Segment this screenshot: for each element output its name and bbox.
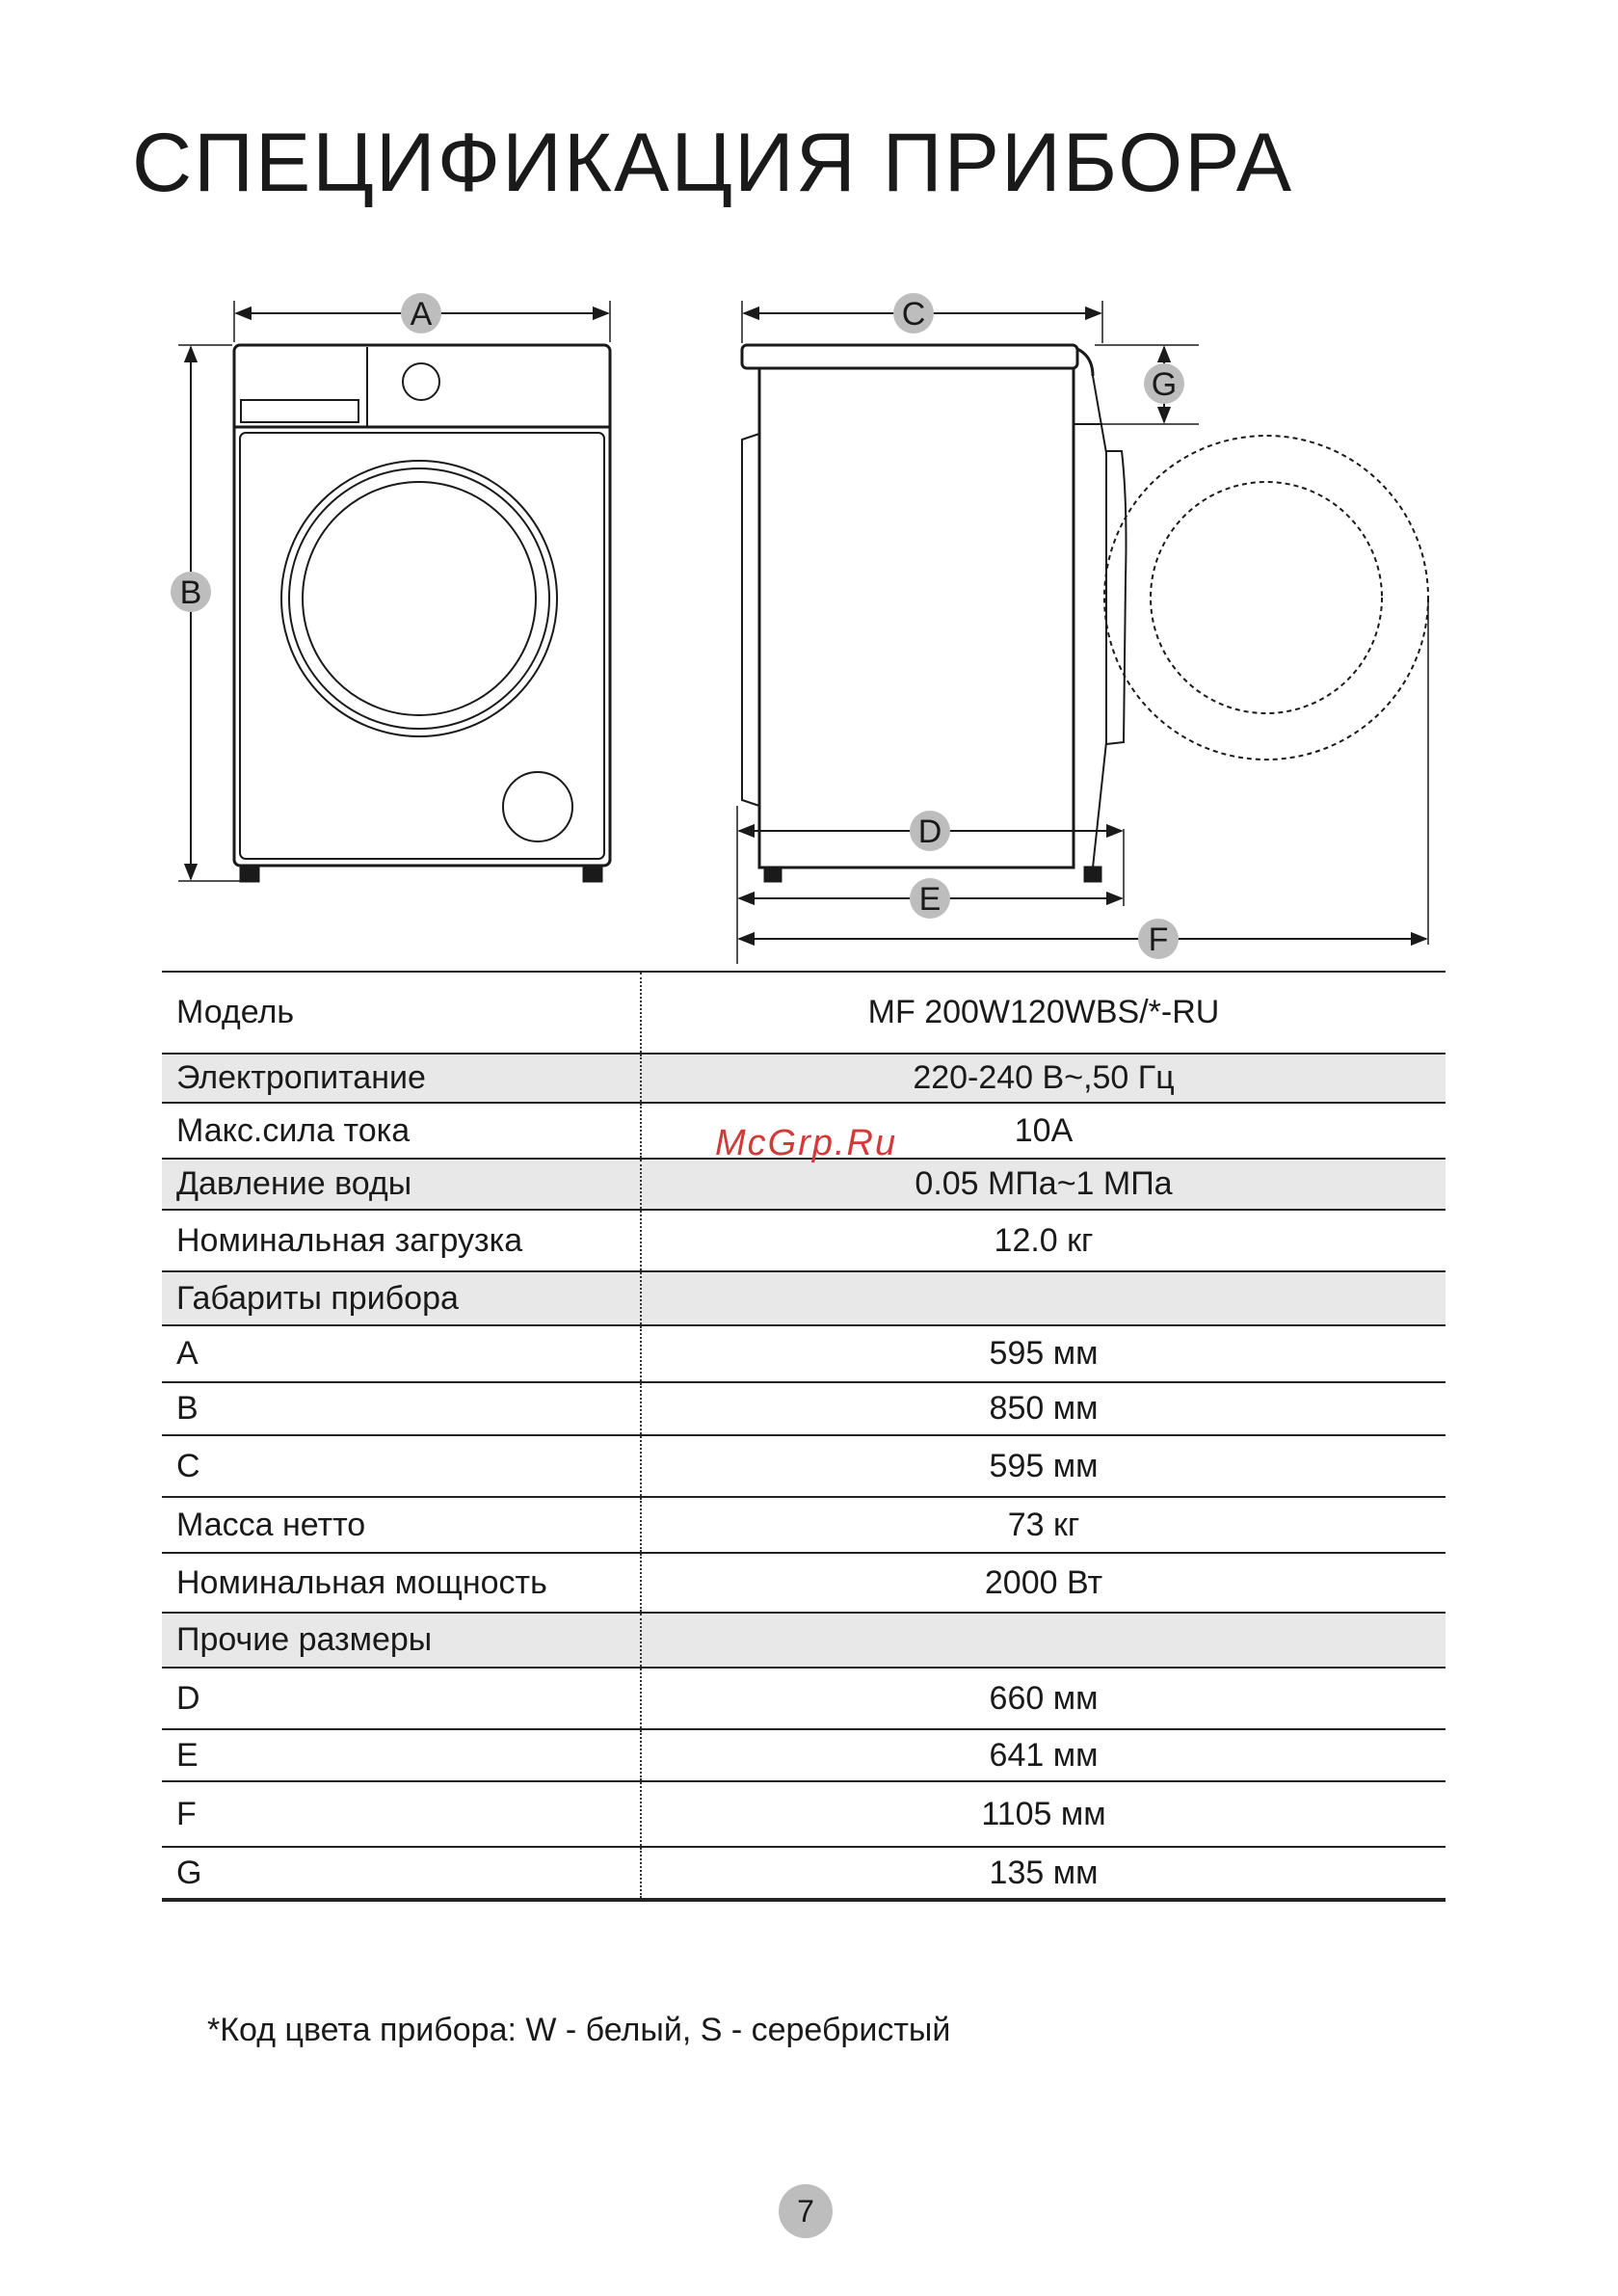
spec-label: Электропитание bbox=[162, 1054, 641, 1103]
svg-text:A: A bbox=[410, 296, 433, 333]
spec-label: Прочие размеры bbox=[162, 1613, 641, 1668]
spec-label: Макс.сила тока bbox=[162, 1103, 641, 1159]
spec-value: 1105 мм bbox=[641, 1781, 1446, 1847]
spec-value: 850 мм bbox=[641, 1382, 1446, 1435]
spec-label: Модель bbox=[162, 972, 641, 1054]
spec-value: 0.05 МПа~1 МПа bbox=[641, 1159, 1446, 1210]
table-row bbox=[162, 1781, 1446, 1847]
spec-value bbox=[641, 1271, 1446, 1325]
dimension-label-e bbox=[910, 878, 950, 919]
svg-text:C: C bbox=[901, 296, 926, 333]
spec-label: B bbox=[162, 1382, 641, 1435]
specification-table bbox=[162, 971, 1446, 1902]
table-row bbox=[162, 1729, 1446, 1781]
table-row bbox=[162, 972, 1446, 1054]
table-row bbox=[162, 1435, 1446, 1497]
spec-label: Габариты прибора bbox=[162, 1271, 641, 1325]
page-title: СПЕЦИФИКАЦИЯ ПРИБОРА bbox=[132, 117, 1294, 209]
spec-value: 641 мм bbox=[641, 1729, 1446, 1781]
dimension-label-d bbox=[910, 811, 950, 851]
dimensions-diagram bbox=[0, 0, 1618, 974]
spec-value: 660 мм bbox=[641, 1668, 1446, 1729]
svg-text:G: G bbox=[1151, 366, 1178, 403]
side-view bbox=[737, 301, 1428, 964]
table-row bbox=[162, 1497, 1446, 1553]
spec-value bbox=[641, 1613, 1446, 1668]
table-row bbox=[162, 1847, 1446, 1900]
table-row bbox=[162, 1271, 1446, 1325]
table-row bbox=[162, 1159, 1446, 1210]
spec-label: Номинальная загрузка bbox=[162, 1210, 641, 1271]
table-row bbox=[162, 1668, 1446, 1729]
dimension-label-g bbox=[1144, 363, 1184, 404]
page-number: 7 bbox=[779, 2184, 833, 2238]
svg-text:D: D bbox=[917, 814, 942, 850]
spec-value: 73 кг bbox=[641, 1497, 1446, 1553]
table-row bbox=[162, 1382, 1446, 1435]
svg-text:F: F bbox=[1148, 921, 1169, 958]
spec-label: G bbox=[162, 1847, 641, 1900]
svg-text:E: E bbox=[918, 881, 942, 918]
spec-label: D bbox=[162, 1668, 641, 1729]
spec-label: Номинальная мощность bbox=[162, 1553, 641, 1613]
table-row bbox=[162, 1325, 1446, 1382]
dimension-label-f bbox=[1138, 919, 1179, 959]
table-row bbox=[162, 1613, 1446, 1668]
spec-value: 220-240 В~,50 Гц bbox=[641, 1054, 1446, 1103]
table-row bbox=[162, 1210, 1446, 1271]
color-code-footnote: *Код цвета прибора: W - белый, S - серебристый bbox=[207, 2012, 951, 2048]
spec-value: 595 мм bbox=[641, 1435, 1446, 1497]
watermark: McGrp.Ru bbox=[715, 1123, 898, 1163]
spec-label: E bbox=[162, 1729, 641, 1781]
spec-value: 2000 Вт bbox=[641, 1553, 1446, 1613]
spec-value: 12.0 кг bbox=[641, 1210, 1446, 1271]
spec-value: MF 200W120WBS/*-RU bbox=[641, 972, 1446, 1054]
dimension-label-c bbox=[893, 293, 934, 334]
dimension-label-a bbox=[401, 293, 441, 334]
spec-value: 10А bbox=[641, 1103, 1446, 1159]
spec-value: 135 мм bbox=[641, 1847, 1446, 1900]
spec-label: A bbox=[162, 1325, 641, 1382]
svg-text:B: B bbox=[179, 574, 202, 611]
spec-label: F bbox=[162, 1781, 641, 1847]
spec-label: C bbox=[162, 1435, 641, 1497]
spec-label: Масса нетто bbox=[162, 1497, 641, 1553]
table-row bbox=[162, 1553, 1446, 1613]
front-view bbox=[178, 301, 610, 881]
spec-label: Давление воды bbox=[162, 1159, 641, 1210]
dimension-label-b bbox=[171, 572, 211, 612]
table-row bbox=[162, 1054, 1446, 1103]
spec-value: 595 мм bbox=[641, 1325, 1446, 1382]
